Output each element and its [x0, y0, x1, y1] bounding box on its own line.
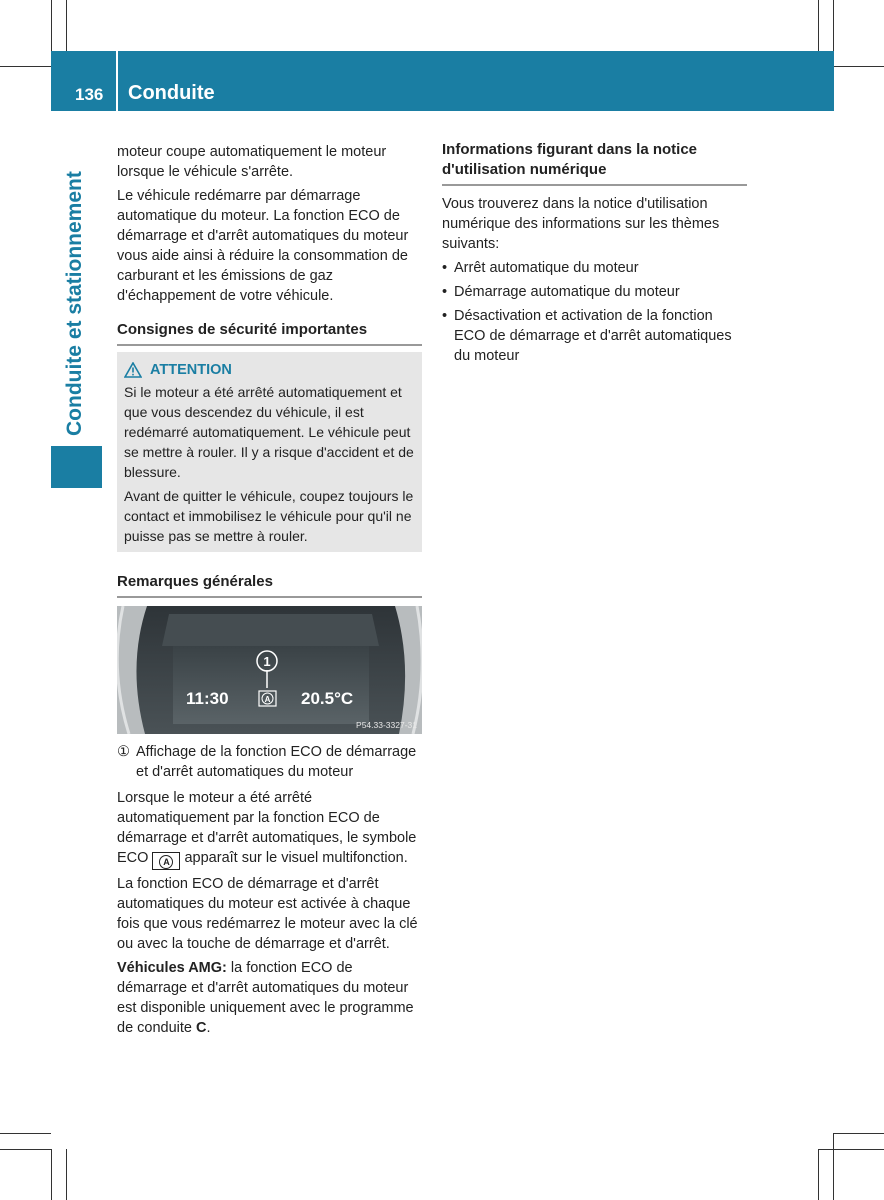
right-column [442, 140, 747, 370]
digital-manual-intro: Vous trouverez dans la notice d'utilisation numérique des informations sur les thèmes suivants: [442, 196, 720, 252]
legend-marker: ① [117, 744, 130, 760]
heading-rule [117, 596, 422, 598]
warning-triangle-icon [124, 362, 142, 378]
side-tab-marker [51, 446, 102, 488]
amg-paragraph [117, 958, 422, 1038]
crop-mark [818, 1149, 819, 1200]
amg-program: C [196, 1020, 207, 1036]
warning-box [117, 352, 422, 552]
intro-paragraph: moteur coupe automatiquement le moteur lorsque le véhicule s'arrête. [117, 144, 387, 180]
eco-symbol-letter: A [159, 855, 173, 869]
side-tab-label: Conduite et stationnement [63, 171, 86, 436]
body-paragraph: La fonction ECO de démarrage et d'arrêt automatiques du moteur est activée à chaque fois que vous redémarrez le moteur avec la clé ou avec la touche de démarrage et d'arrêt. [117, 876, 418, 952]
heading-rule [442, 184, 747, 186]
body-paragraph [117, 788, 422, 870]
list-item [442, 306, 747, 366]
crop-mark [0, 1133, 51, 1134]
body-text: Lorsque le moteur a été arrêté automatiquement par la fonction ECO de démarrage et d'arrêt automatiques, le symbole ECO [117, 790, 417, 866]
list-item [442, 282, 747, 302]
list-item [442, 258, 747, 278]
general-heading: Remarques générales [117, 573, 273, 590]
amg-end: . [206, 1020, 211, 1036]
instrument-cluster-image [117, 606, 422, 734]
intro-paragraph: Le véhicule redémarre par démarrage automatique du moteur. La fonction ECO de démarrage et d'arrêt automatiques du moteur vous aide ainsi à réduire la consommation de carburant et les émissions de gaz d'échappement de votre véhicule. [117, 188, 409, 304]
bullet-icon: • [442, 284, 448, 300]
crop-mark [833, 0, 834, 51]
crop-mark [834, 1133, 884, 1134]
list-item-text: Arrêt automatique du moteur [454, 260, 639, 276]
crop-mark [818, 1149, 884, 1150]
section-title: Conduite [128, 82, 215, 104]
safety-section [117, 320, 422, 552]
bullet-icon: • [442, 260, 448, 276]
warning-text: Si le moteur a été arrêté automatiquement et que vous descendez du véhicule, il est redémarré automatiquement. Le véhicule peut se mettre à rouler. Il y a risque d'accident et de blessure. [124, 384, 414, 480]
warning-text: Avant de quitter le véhicule, coupez toujours le contact et immobilisez le véhicule pour qu'il ne puisse pas se mettre à rouler. [124, 488, 414, 544]
topic-list [442, 258, 747, 366]
crop-mark [834, 66, 884, 67]
figure-legend [117, 742, 422, 782]
crop-mark [0, 66, 51, 67]
page-number: 136 [75, 85, 104, 104]
bullet-icon: • [442, 308, 448, 324]
warning-title: ATTENTION [150, 362, 232, 378]
list-item-text: Désactivation et activation de la fonction ECO de démarrage et d'arrêt automatiques du moteur [454, 308, 732, 364]
warning-header [124, 360, 415, 380]
digital-manual-heading: Informations figurant dans la notice d'utilisation numérique [442, 141, 698, 178]
dashboard-figure [117, 606, 422, 734]
figure-temperature: 20.5°C [301, 689, 354, 708]
header-divider [116, 51, 118, 111]
eco-start-stop-icon: A [264, 695, 271, 704]
legend-text: Affichage de la fonction ECO de démarrage et d'arrêt automatiques du moteur [136, 744, 417, 780]
left-column [117, 142, 422, 1042]
crop-mark [0, 1149, 51, 1150]
figure-callout: 1 [263, 654, 271, 669]
figure-time: 11:30 [186, 689, 229, 708]
crop-mark [66, 0, 67, 51]
crop-mark [51, 1149, 52, 1200]
general-section [117, 572, 422, 1038]
list-item-text: Démarrage automatique du moteur [454, 284, 680, 300]
amg-label: Véhicules AMG: [117, 960, 227, 976]
eco-symbol-inline-icon [152, 852, 180, 870]
safety-heading: Consignes de sécurité importantes [117, 321, 368, 338]
figure-code: P54.33-3327-31 [356, 720, 417, 730]
crop-mark [833, 1133, 834, 1200]
crop-mark [51, 0, 52, 51]
heading-rule [117, 344, 422, 346]
amg-text: la fonction ECO de démarrage et d'arrêt automatiques du moteur est disponible uniquement avec le programme de conduite [117, 960, 414, 1036]
crop-mark [66, 1149, 67, 1200]
crop-mark [818, 0, 819, 51]
body-text: apparaît sur le visuel multifonction. [184, 850, 408, 866]
